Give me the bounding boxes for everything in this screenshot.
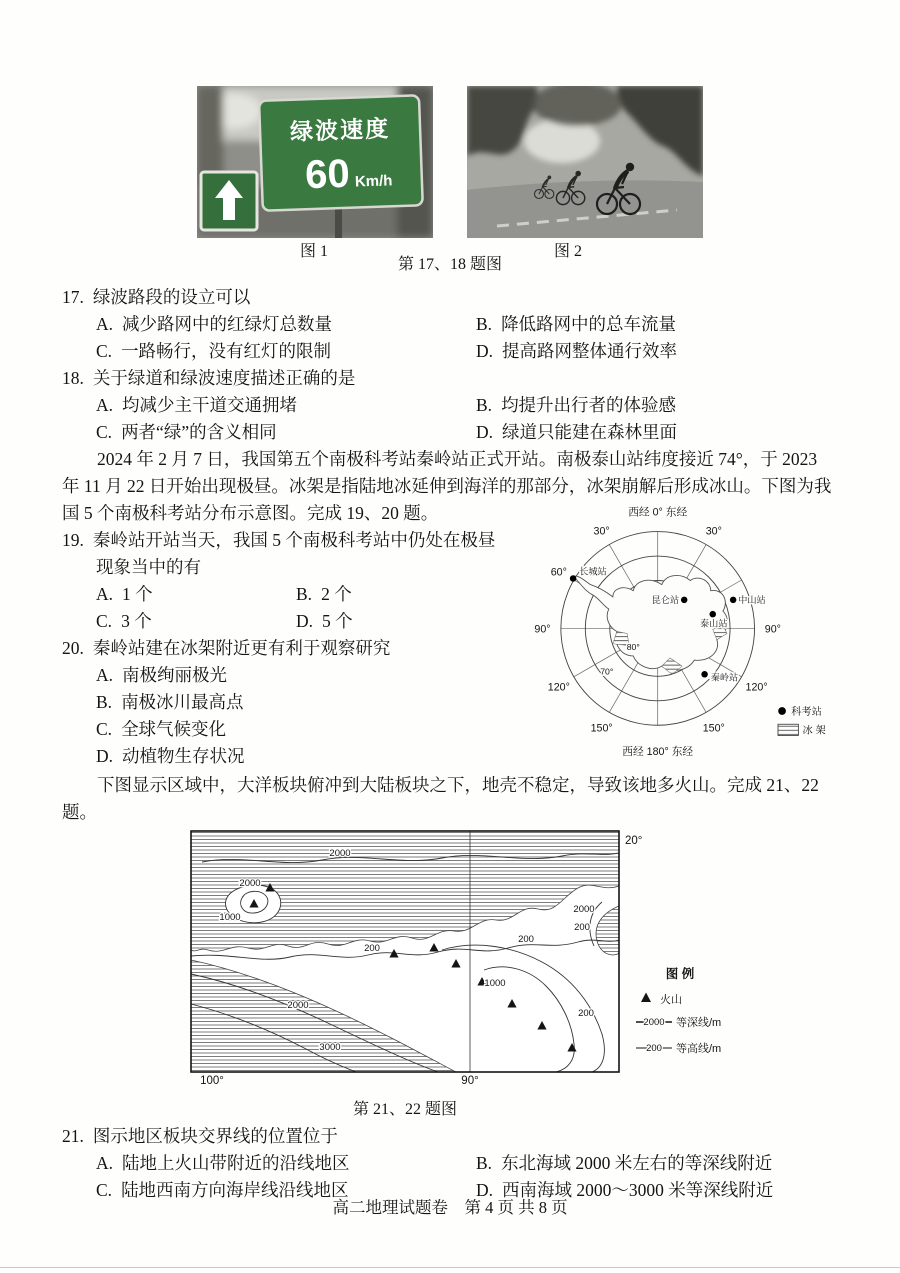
station-dot-taishan [709, 611, 716, 618]
green-wave-speed-sign [259, 95, 423, 211]
legend-isobath-value: 2000 [643, 1017, 665, 1028]
legend-volcano-icon [641, 993, 651, 1003]
option-d [476, 338, 838, 365]
option-a [96, 1150, 476, 1177]
polar-map-svg [515, 501, 831, 764]
label-2000: 2000 [239, 878, 261, 889]
option-c [96, 338, 476, 365]
option-label: C. [96, 611, 113, 631]
option-text: 南极绚丽极光 [122, 665, 228, 685]
label-200: 200 [364, 943, 380, 954]
label-30e: 30° [705, 525, 722, 538]
sign-unit-text: Km/h [354, 172, 393, 191]
question-21 [62, 1123, 838, 1204]
option-label: A. [96, 314, 114, 334]
question-number: 19. [62, 530, 84, 550]
page-footer: 高二地理试题卷 第 4 页 共 8 页 [332, 1198, 568, 1217]
question-18 [62, 365, 838, 446]
label-120w: 120° [547, 681, 570, 694]
question-text: 绿波路段的设立可以 [92, 287, 251, 307]
station-label-changcheng: 长城站 [579, 566, 607, 577]
figure-2-photo [467, 86, 703, 238]
option-d [476, 419, 838, 446]
option-b [476, 311, 838, 338]
question-text: 秦岭站开站当天，我国 5 个南极科考站中仍处在极昼现象当中的有 [92, 530, 496, 577]
option-a [96, 392, 476, 419]
question-number: 17. [62, 287, 84, 307]
contour-map-legend [636, 966, 721, 1055]
option-text: 西南海域 2000～3000 米等深线附近 [502, 1180, 774, 1200]
station-dot-changcheng [570, 575, 577, 582]
option-label: C. [96, 1180, 113, 1200]
option-text: 南极冰川最高点 [121, 692, 244, 712]
option-c [96, 608, 296, 635]
sign-pole [335, 208, 342, 238]
option-label: C. [96, 422, 113, 442]
sign-title-text: 绿波速度 [289, 115, 391, 145]
option-text: 降低路网中的总车流量 [501, 314, 677, 334]
question-text: 关于绿道和绿波速度描述正确的是 [92, 368, 356, 388]
label-2000: 2000 [287, 1000, 309, 1011]
option-a [96, 581, 296, 608]
arrow-sign [201, 172, 257, 230]
question-18-options [96, 392, 838, 446]
scan-edge-line [0, 1267, 900, 1268]
option-text: 全球气候变化 [121, 719, 227, 739]
figure-captions [62, 238, 838, 284]
option-text: 均提升出行者的体验感 [501, 395, 677, 415]
option-b [476, 392, 838, 419]
option-text: 两者“绿”的含义相同 [121, 422, 277, 442]
label-30w: 30° [593, 525, 610, 538]
option-text: 1 个 [122, 584, 153, 604]
legend-ice-label: 冰 架 [802, 725, 826, 737]
option-label: A. [96, 395, 114, 415]
label-200: 200 [574, 922, 590, 933]
figure-1-photo [197, 86, 433, 238]
option-text: 5 个 [322, 611, 353, 631]
option-label: B. [476, 314, 493, 334]
station-label-qinling: 秦岭站 [710, 672, 739, 683]
station-label-taishan: 泰山站 [700, 618, 728, 629]
legend-title: 图 例 [665, 967, 695, 981]
road [467, 180, 703, 238]
option-label: D. [476, 422, 494, 442]
label-1000: 1000 [484, 978, 506, 989]
greenway-cyclists-photo [467, 86, 703, 238]
label-200: 200 [518, 934, 534, 945]
contour-map-caption: 第 21、22 题图 [352, 1101, 457, 1118]
option-label: D. [96, 746, 114, 766]
label-120e: 120° [745, 681, 768, 694]
legend-ice-swatch [778, 724, 798, 735]
label-180-degree: 西经 180° 东经 [622, 745, 694, 758]
green-wave-sign-photo [197, 86, 433, 238]
question-18-stem [62, 365, 838, 392]
figures-group-caption: 第 17、18 题图 [397, 256, 503, 273]
option-text: 陆地上火山带附近的沿线地区 [122, 1153, 350, 1173]
option-b [476, 1150, 838, 1177]
label-150w: 150° [590, 722, 613, 735]
figure-1-caption: 图 1 [299, 243, 329, 260]
option-label: D. [476, 341, 494, 361]
label-2000: 2000 [573, 904, 595, 915]
figures-17-18 [62, 86, 838, 238]
option-label: A. [96, 584, 114, 604]
label-lon-100: 100° [200, 1075, 224, 1086]
legend-station-label: 科考站 [791, 707, 822, 719]
option-a [96, 311, 476, 338]
contour-map-figure [190, 828, 838, 1123]
option-d [296, 608, 508, 635]
option-c [96, 419, 476, 446]
antarctic-stations-map [508, 501, 838, 772]
option-text: 动植物生存状况 [122, 746, 245, 766]
option-label: B. [296, 584, 313, 604]
question-17 [62, 284, 838, 365]
option-text: 绿道只能建在森林里面 [502, 422, 678, 442]
option-text: 减少路网中的红绿灯总数量 [122, 314, 333, 334]
legend-contour-value: 200 [646, 1043, 662, 1054]
question-number: 20. [62, 638, 84, 658]
option-label: A. [96, 1153, 114, 1173]
label-60w: 60° [550, 566, 567, 579]
legend-volcano-label: 火山 [660, 994, 682, 1006]
option-text: 提高路网整体通行效率 [502, 341, 678, 361]
figure-2-caption: 图 2 [553, 243, 583, 260]
option-text: 东北海域 2000 米左右的等深线附近 [501, 1153, 773, 1173]
label-lon-90: 90° [461, 1075, 479, 1086]
option-label: D. [296, 611, 314, 631]
station-dot-qinling [701, 671, 708, 678]
option-b [296, 581, 508, 608]
option-label: B. [476, 395, 493, 415]
option-text: 均减少主干道交通拥堵 [122, 395, 298, 415]
option-text: 陆地西南方向海岸线沿线地区 [121, 1180, 349, 1200]
intro-paragraph-19-20: 2024 年 2 月 7 日，我国第五个南极科考站秦岭站正式开站。南极泰山站纬度接近 74°，于 2023 年 11 月 22 日开始出现极昼。冰架是指陆地冰延伸到海洋的那部分，冰架崩解后形成冰山。下图为我国 5 个南极科考站分布示意图。完成 19、20 题。 [62, 449, 832, 523]
option-label: C. [96, 719, 113, 739]
question-19-options [96, 581, 508, 635]
label-150e: 150° [702, 722, 725, 735]
legend-contour-label: 等高线/m [676, 1043, 722, 1055]
question-text: 秦岭站建在冰架附近更有利于观察研究 [92, 638, 391, 658]
station-label-zhongshan: 中山站 [738, 594, 766, 605]
sign-speed-text: 60 [304, 151, 351, 198]
option-label: A. [96, 665, 114, 685]
label-200: 200 [578, 1008, 594, 1019]
option-text: 3 个 [121, 611, 152, 631]
label-3000: 3000 [319, 1042, 341, 1053]
option-label: B. [96, 692, 113, 712]
label-lat-20: 20° [625, 835, 643, 847]
question-21-stem [62, 1123, 838, 1150]
station-label-kunlun: 昆仑站 [651, 594, 680, 605]
label-2000: 2000 [329, 848, 351, 859]
option-label: C. [96, 341, 113, 361]
station-dot-zhongshan [730, 597, 737, 604]
option-label: D. [476, 1180, 494, 1200]
label-90e: 90° [764, 623, 781, 636]
label-1000: 1000 [219, 912, 241, 923]
question-17-options [96, 311, 838, 365]
option-text: 2 个 [321, 584, 352, 604]
intro-paragraph-21-22: 下图显示区域中，大洋板块俯冲到大陆板块之下，地壳不稳定，导致该地多火山。完成 21、22 题。 [62, 775, 819, 822]
label-lat-70: 70° [600, 666, 614, 677]
contour-map-svg [190, 828, 735, 1086]
option-text: 一路畅行，没有红灯的限制 [121, 341, 332, 361]
station-dot-kunlun [681, 597, 688, 604]
label-lat-80: 80° [626, 641, 640, 652]
polar-map-legend [778, 705, 826, 736]
label-0-degree: 西经 0° 东经 [628, 506, 688, 519]
option-label: B. [476, 1153, 493, 1173]
legend-isobath-label: 等深线/m [676, 1017, 722, 1029]
label-90w: 90° [534, 623, 551, 636]
legend-station-dot [778, 707, 786, 715]
question-number: 21. [62, 1126, 84, 1146]
question-number: 18. [62, 368, 84, 388]
question-17-stem [62, 284, 838, 311]
questions-19-20-section [62, 506, 838, 772]
question-text: 图示地区板块交界线的位置位于 [92, 1126, 338, 1146]
